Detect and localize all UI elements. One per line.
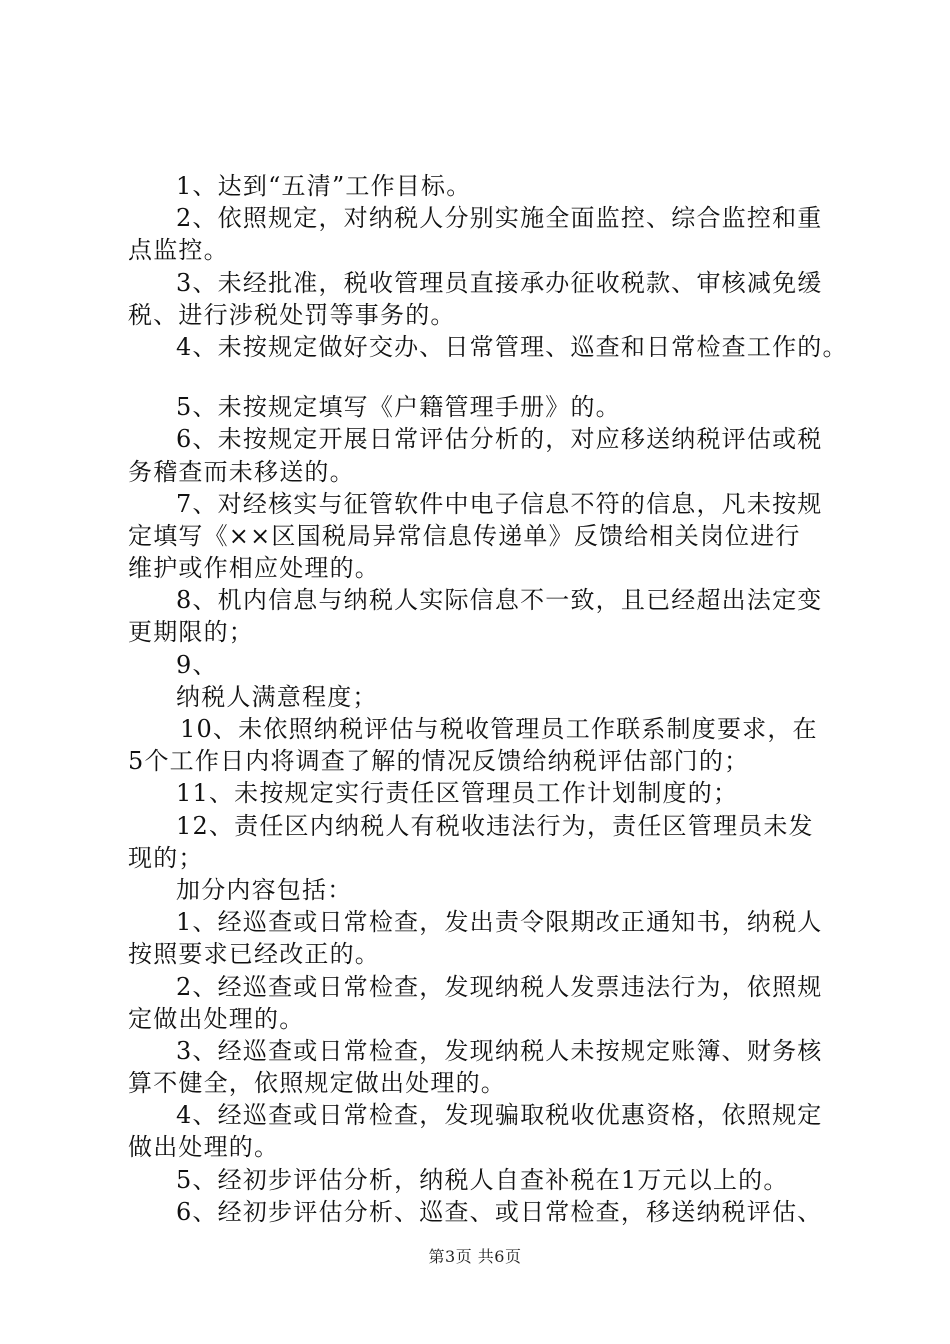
- paragraph-line: 3、经巡查或日常检查，发现纳税人未按规定账簿、财务核: [176, 1036, 823, 1065]
- paragraph-line: 10、未依照纳税评估与税收管理员工作联系制度要求，在: [180, 715, 818, 743]
- paragraph-line: 定填写《××区国税局异常信息传递单》反馈给相关岗位进行: [128, 521, 801, 550]
- paragraph-line: 维护或作相应处理的。: [128, 554, 380, 583]
- paragraph-line: 6、经初步评估分析、巡查、或日常检查，移送纳税评估、: [176, 1197, 823, 1226]
- document-body: [128, 170, 848, 1228]
- paragraph-line: 4、未按规定做好交办、日常管理、巡查和日常检查工作的。: [176, 332, 848, 361]
- paragraph-line: 纳税人满意程度；: [176, 682, 378, 711]
- paragraph-line: 算不健全，依照规定做出处理的。: [128, 1069, 506, 1098]
- paragraph-gap: [128, 363, 848, 391]
- paragraph-line: 定做出处理的。: [128, 1004, 305, 1033]
- paragraph-line: 7、对经核实与征管软件中电子信息不符的信息，凡未按规: [176, 489, 823, 518]
- paragraph-line: 按照要求已经改正的。: [128, 940, 380, 969]
- paragraph-line: 1、达到“五清”工作目标。: [176, 172, 472, 200]
- paragraph-line: 3、未经批准，税收管理员直接承办征收税款、审核减免缓: [176, 268, 823, 297]
- paragraph-line: 2、经巡查或日常检查，发现纳税人发票违法行为，依照规: [176, 972, 823, 1001]
- page-number-footer: 第3页 共6页: [428, 1247, 522, 1266]
- paragraph-line: 务稽查而未移送的。: [128, 457, 355, 486]
- paragraph-line: 8、机内信息与纳税人实际信息不一致，且已经超出法定变: [176, 586, 823, 615]
- paragraph-line: 加分内容包括：: [176, 875, 353, 904]
- paragraph-line: 现的；: [128, 843, 204, 872]
- paragraph-line: 5个工作日内将调查了解的情况反馈给纳税评估部门的；: [128, 747, 750, 776]
- paragraph-line: 6、未按规定开展日常评估分析的，对应移送纳税评估或税: [176, 425, 823, 454]
- paragraph-line: 5、经初步评估分析，纳税人自查补税在1万元以上的。: [176, 1165, 789, 1194]
- paragraph-line: 12、责任区内纳税人有税收违法行为，责任区管理员未发: [176, 811, 814, 840]
- paragraph-line: 11、未按规定实行责任区管理员工作计划制度的；: [176, 779, 739, 808]
- paragraph-line: 5、未按规定填写《户籍管理手册》的。: [176, 393, 621, 422]
- paragraph-line: 更期限的；: [128, 618, 254, 647]
- paragraph-line: 税、进行涉税处罚等事务的。: [128, 300, 456, 329]
- paragraph-line: 9、: [176, 650, 218, 679]
- paragraph-line: 做出处理的。: [128, 1133, 280, 1162]
- paragraph-line: 2、依照规定，对纳税人分别实施全面监控、综合监控和重: [176, 204, 823, 233]
- paragraph-line: 点监控。: [128, 236, 229, 265]
- paragraph-line: 1、经巡查或日常检查，发出责令限期改正通知书，纳税人: [176, 908, 823, 937]
- paragraph-line: 4、经巡查或日常检查，发现骗取税收优惠资格，依照规定: [176, 1101, 823, 1130]
